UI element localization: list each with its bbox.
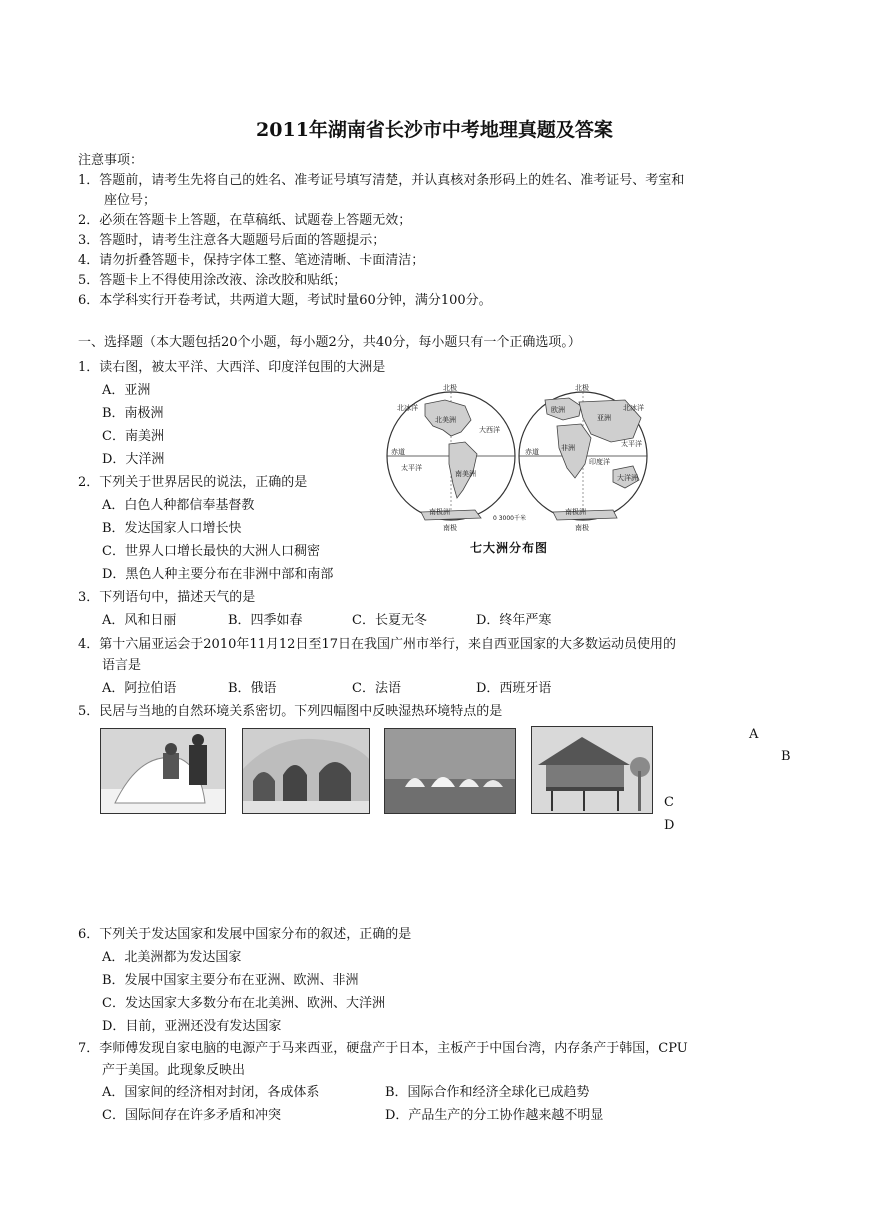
q3-option-b: B．四季如春 [228, 613, 303, 628]
q3-option-d: D．终年严寒 [476, 613, 552, 628]
photo-label-b: B [781, 749, 791, 764]
map-label-north-pole-w: 北极 [443, 384, 457, 392]
q4-option-c: C．法语 [352, 681, 401, 696]
map-label-south-pole-e: 南极 [575, 524, 589, 532]
q4-option-b: B．俄语 [228, 681, 277, 696]
notice-item-4: 4．请勿折叠答题卡，保持字体工整、笔迹清晰、卡面清洁； [78, 253, 425, 268]
notice-heading: 注意事项： [78, 153, 144, 168]
q4-option-d: D．西班牙语 [476, 681, 552, 696]
map-label-arctic-w: 北冰洋 [397, 404, 418, 412]
world-map-figure [385, 380, 655, 532]
notice-item-6: 6．本学科实行开卷考试，共两道大题，考试时量60分钟，满分100分。 [78, 293, 492, 308]
q6-option-a: A．北美洲都为发达国家 [102, 950, 242, 965]
q4-stem: 4．第十六届亚运会于2010年11月12日至17日在我国广州市举行，来自西亚国家的大多数运动员使用的 [78, 637, 676, 652]
q5-stem: 5．民居与当地的自然环境关系密切。下列四幅图中反映湿热环境特点的是 [78, 704, 503, 719]
map-label-pacific-e: 太平洋 [621, 440, 642, 448]
map-label-asia: 亚洲 [597, 414, 611, 422]
q6-option-b: B．发展中国家主要分布在亚洲、欧洲、非洲 [102, 973, 359, 988]
photo-label-c: C [664, 795, 674, 810]
map-label-europe: 欧洲 [551, 406, 565, 414]
map-label-equator-e: 赤道 [525, 448, 539, 456]
map-caption: 七大洲分布图 [470, 541, 549, 555]
notice-item-2: 2．必须在答题卡上答题，在草稿纸、试题卷上答题无效； [78, 213, 412, 228]
q6-option-c: C．发达国家大多数分布在北美洲、欧洲、大洋洲 [102, 996, 385, 1011]
q7-stem-cont: 产于美国。此现象反映出 [102, 1063, 246, 1078]
map-label-antarctica-w: 南极洲 [429, 508, 450, 516]
q7-stem: 7．李师傅发现自家电脑的电源产于马来西亚，硬盘产于日本，主板产于中国台湾，内存条产于韩国，CPU [78, 1041, 688, 1056]
q1-option-c: C．南美洲 [102, 429, 164, 444]
map-label-arctic-e: 北冰洋 [623, 404, 644, 412]
q4-stem-cont: 语言是 [102, 658, 142, 673]
dwelling-photo-d [531, 726, 653, 814]
q2-option-b: B．发达国家人口增长快 [102, 521, 242, 536]
map-label-equator-w: 赤道 [391, 448, 405, 456]
q7-option-a: A．国家间的经济相对封闭，各成体系 [102, 1085, 320, 1100]
q2-stem: 2．下列关于世界居民的说法，正确的是 [78, 475, 308, 490]
q4-option-a: A．阿拉伯语 [102, 681, 177, 696]
photo-label-d: D [664, 818, 675, 833]
q6-stem: 6．下列关于发达国家和发展中国家分布的叙述，正确的是 [78, 927, 412, 942]
map-label-atlantic: 大西洋 [479, 426, 500, 434]
map-label-south-pole-w: 南极 [443, 524, 457, 532]
map-label-oceania: 大洋洲 [617, 474, 638, 482]
q1-option-b: B．南极洲 [102, 406, 164, 421]
q6-option-d: D．目前，亚洲还没有发达国家 [102, 1019, 282, 1034]
notice-item-3: 3．答题时，请考生注意各大题题号后面的答题提示； [78, 233, 386, 248]
q3-option-c: C．长夏无冬 [352, 613, 427, 628]
dwelling-photo-a [100, 728, 226, 814]
map-label-south-america: 南美洲 [455, 470, 476, 478]
q3-stem: 3．下列语句中，描述天气的是 [78, 590, 256, 605]
q1-stem: 1．读右图，被太平洋、大西洋、印度洋包围的大洲是 [78, 360, 386, 375]
q3-option-a: A．风和日丽 [102, 613, 177, 628]
notice-item-1-cont: 座位号； [104, 193, 157, 208]
photo-label-a: A [749, 727, 759, 742]
notice-item-5: 5．答题卡上不得使用涂改液、涂改胶和贴纸； [78, 273, 347, 288]
map-label-antarctica-e: 南极洲 [565, 508, 586, 516]
map-label-north-pole-e: 北极 [575, 384, 589, 392]
dwelling-photo-c [384, 728, 516, 814]
section-heading: 一、选择题（本大题包括20个小题，每小题2分，共40分，每小题只有一个正确选项。） [78, 335, 581, 350]
q2-option-a: A．白色人种都信奉基督教 [102, 498, 255, 513]
q1-option-a: A．亚洲 [102, 383, 151, 398]
notice-item-1: 1．答题前，请考生先将自己的姓名、准考证号填写清楚，并认真核对条形码上的姓名、准考证号、考室和 [78, 173, 685, 188]
q2-option-d: D．黑色人种主要分布在非洲中部和南部 [102, 567, 334, 582]
q7-option-d: D．产品生产的分工协作越来越不明显 [385, 1108, 604, 1123]
map-label-africa: 非洲 [561, 444, 575, 452]
q7-option-b: B．国际合作和经济全球化已成趋势 [385, 1085, 590, 1100]
map-label-north-america: 北美洲 [435, 416, 456, 424]
page-title: 2011年湖南省长沙市中考地理真题及答案 [256, 119, 613, 141]
map-label-indian: 印度洋 [589, 458, 610, 466]
map-label-pacific-w: 太平洋 [401, 464, 422, 472]
dwelling-photo-b [242, 728, 370, 814]
q1-option-d: D．大洋洲 [102, 452, 165, 467]
q2-option-c: C．世界人口增长最快的大洲人口稠密 [102, 544, 320, 559]
q7-option-c: C．国际间存在许多矛盾和冲突 [102, 1108, 281, 1123]
map-scale: 0 3000千米 [493, 515, 526, 522]
